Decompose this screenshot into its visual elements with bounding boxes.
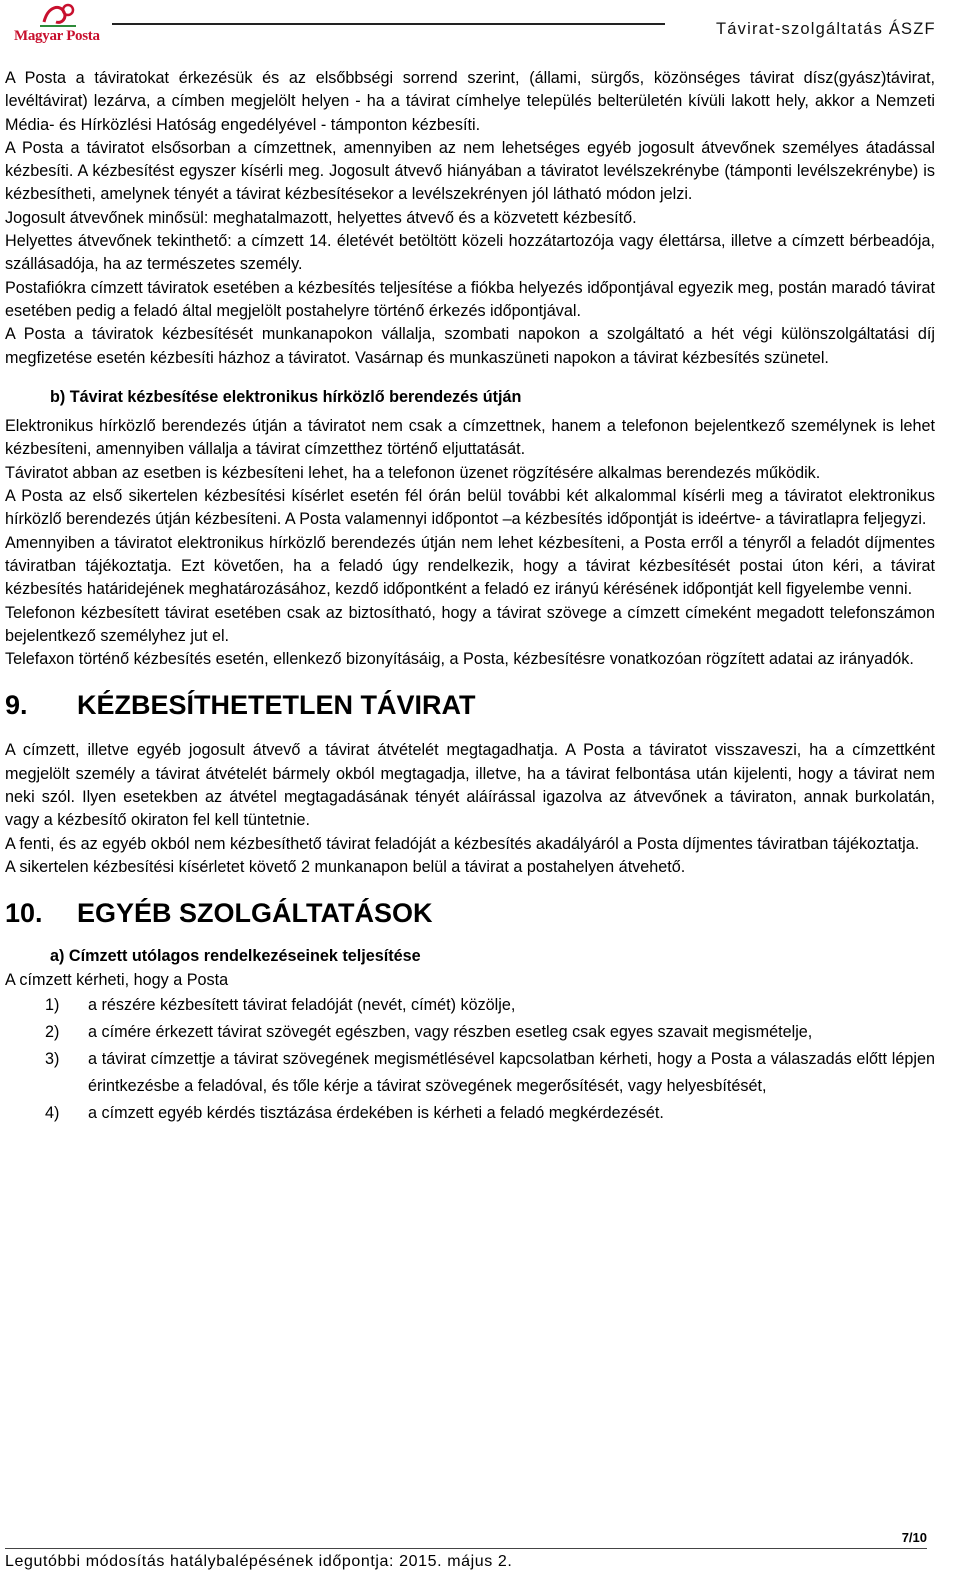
paragraph: Elektronikus hírközlő berendezés útján a táviratot nem csak a címzettnek, hanem a telefonon bejelentkező személynek is lehet kézbesíteni, amennyiben vállalja a távirat címzetthez történő eljuttatását. — [5, 417, 935, 459]
subsection-heading-b: b) Távirat kézbesítése elektronikus hírközlő berendezés útján — [50, 387, 522, 406]
section-title: EGYÉB SZOLGÁLTATÁSOK — [77, 898, 433, 929]
paragraph: Telefaxon történő kézbesítés esetén, ellenkező bizonyításáig, a Posta, kézbesítésre vonatkozóan rögzített adatai az irányadók. — [5, 650, 914, 669]
page-number: 7/10 — [901, 1530, 927, 1545]
paragraph: A címzett kérheti, hogy a Posta — [5, 970, 229, 989]
document-body — [5, 67, 935, 1127]
paragraph: A Posta a táviratot elsősorban a címzettnek, amennyiben az nem lehetséges egyéb jogosult átvevőnek személyes átadással kézbesíti. A kézbesítést egyszer kísérli meg. Jogosult átvevő hiányában a táviratot levélszekrénybe (támponti levélszekrénybe) is kézbesítheti, amelynek tényét a távirat kézbesítésekor a levélszekrényen jól látható módon jelzi. — [5, 138, 935, 204]
paragraph: A fenti, és az egyéb okból nem kézbesíthető távirat feladóját a kézbesítés akadályáról a Posta díjmentes táviratban tájékoztatja. — [5, 834, 920, 853]
section-title: KÉZBESÍTHETETLEN TÁVIRAT — [77, 690, 476, 721]
magyar-posta-logo — [14, 2, 100, 52]
section-heading-10 — [5, 897, 935, 929]
list-item — [5, 1100, 935, 1127]
list-item-number: 4) — [45, 1103, 60, 1122]
section-heading-9 — [5, 689, 935, 721]
footer-note: Legutóbbi módosítás hatálybalépésének időpontja: 2015. május 2. — [5, 1553, 513, 1570]
list-item-text: a távirat címzettje a távirat szövegének megismétlésével kapcsolatban kérheti, hogy a Posta a válaszadás előtt lépjen érintkezésbe a feladóval, és tőle kérje a távirat szövegének megerősítését, vagy helyesbítését, — [88, 1049, 935, 1095]
list-item-number: 1) — [45, 995, 60, 1014]
paragraph: A Posta a táviratokat érkezésük és az elsőbbségi sorrend szerint, (állami, sürgős, közönséges távirat dísz(gyász)távirat, levéltávirat) lezárva, a címben megjelölt helyen - ha a távirat címhelye település belterületén kívüli lakott hely, akkor a Nemzeti Média- és Hírközlési Hatóság engedélyével - támponton kézbesíti. — [5, 69, 935, 134]
paragraph: Táviratot abban az esetben is kézbesíteni lehet, ha a telefonon üzenet rögzítésére alkalmas berendezés működik. — [5, 463, 821, 482]
numbered-list — [5, 992, 935, 1127]
list-item — [5, 1046, 935, 1100]
list-item-text: a címzett egyéb kérdés tisztázása érdekében is kérheti a feladó megkérdezését. — [88, 1103, 664, 1122]
paragraph: A sikertelen kézbesítési kísérletet követő 2 munkanapon belül a távirat a postahelyen átvehető. — [5, 857, 686, 876]
post-horn-icon — [38, 2, 78, 30]
page-header — [0, 0, 960, 56]
paragraph: A Posta a táviratok kézbesítését munkanapokon vállalja, szombati napokon a szolgáltató a hét végi különszolgáltatási díj megfizetése esetén kézbesíti házhoz a táviratot. Vasárnap és munkaszüneti napokon a távirat kézbesítés szünetel. — [5, 325, 935, 367]
list-item-text: a címére érkezett távirat szövegét egészben, vagy részben esetleg csak egyes szavait megismételje, — [88, 1022, 813, 1041]
paragraph: Jogosult átvevőnek minősül: meghatalmazott, helyettes átvevő és a közvetett kézbesítő. — [5, 208, 637, 227]
paragraph: Telefonon kézbesített távirat esetében csak az biztosítható, hogy a távirat szövege a címzett címeként megadott telefonszámon bejelentkező személyhez jut el. — [5, 603, 935, 645]
section-number: 9. — [5, 690, 28, 721]
logo-text: Magyar Posta — [14, 28, 100, 44]
list-item — [5, 992, 935, 1019]
header-divider — [112, 23, 665, 25]
section-number: 10. — [5, 898, 43, 929]
footer-divider — [5, 1548, 927, 1549]
subsection-heading-a: a) Címzett utólagos rendelkezéseinek teljesítése — [50, 947, 421, 966]
paragraph: A Posta az első sikertelen kézbesítési kísérlet esetén fél órán belül további két alkalommal kísérli meg a táviratot elektronikus hírközlő berendezés útján kézbesíteni. A Posta valamennyi időpontot –a kézbesítés időpontját is ideértve- a táviratlapra feljegyzi. — [5, 487, 935, 529]
list-item-number: 3) — [45, 1049, 60, 1068]
paragraph: Amennyiben a táviratot elektronikus hírközlő berendezés útján nem lehet kézbesíteni, a Posta erről a tényről a feladót díjmentes táviratban tájékoztatja. Ezt követően, ha a feladó úgy rendelkezik, hogy a távirat kézbesítését postai úton kéri, a távirat kézbesítés határidejének meghatározásához, kezdő időpontként a feladó ez irányú kérésének időpontját kell figyelembe venni. — [5, 533, 935, 599]
list-item — [5, 1019, 935, 1046]
paragraph: A címzett, illetve egyéb jogosult átvevő a távirat átvételét megtagadhatja. A Posta a táviratot visszaveszi, ha a címzettként megjelölt személy a távirat átvételét bármely okból megtagadja, illetve, ha a távirat felbontása után kijelenti, hogy a távirat nem neki szól. Ilyen esetekben az átvétel megtagadásának tényét aláírással igazolva az átvevőnek a táviraton, annak burkolatán, vagy a kézbesítő okiraton fel kell tüntetnie. — [5, 741, 935, 830]
list-item-text: a részére kézbesített távirat feladóját (nevét, címét) közölje, — [88, 995, 516, 1014]
document-title: Távirat-szolgáltatás ÁSZF — [716, 20, 936, 38]
list-item-number: 2) — [45, 1022, 60, 1041]
paragraph: Postafiókra címzett táviratok esetében a kézbesítés teljesítése a fiókba helyezés időpontjával egyezik meg, postán maradó távirat esetében pedig a feladó által megjelölt postahelyre történő érkezés időpontjával. — [5, 278, 935, 320]
paragraph: Helyettes átvevőnek tekinthető: a címzett 14. életévét betöltött közeli hozzátartozója vagy élettársa, illetve a címzett bérbeadója, szállásadója, ha az természetes személy. — [5, 232, 935, 274]
